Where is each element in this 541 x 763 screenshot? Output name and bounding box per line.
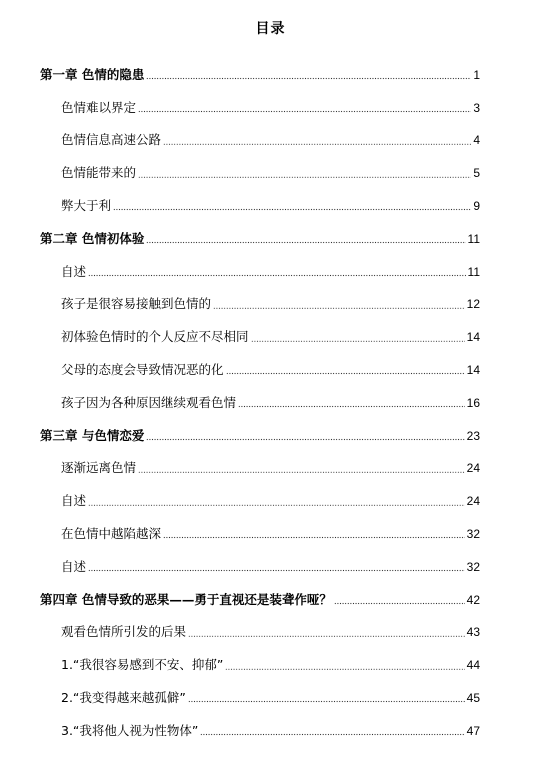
toc-page-number: 16 — [466, 395, 480, 410]
toc-page-number: 4 — [473, 133, 480, 148]
toc-title: 目录 — [255, 21, 286, 37]
toc-page-number: 32 — [466, 526, 480, 541]
toc-section-entry[interactable] — [40, 312, 480, 345]
toc-page-number: 1 — [473, 67, 480, 82]
toc-list — [40, 50, 480, 739]
toc-entry-label: 自述 — [61, 558, 87, 574]
dot-leader — [226, 363, 465, 375]
toc-section-entry[interactable] — [40, 444, 480, 477]
toc-chapter-entry[interactable] — [40, 50, 480, 83]
toc-entry-label: 弊大于利 — [61, 197, 112, 213]
toc-section-entry[interactable] — [40, 345, 480, 378]
dot-leader — [251, 330, 465, 342]
toc-page-number: 45 — [466, 690, 480, 705]
toc-entry-label: 孩子因为各种原因继续观看色情 — [61, 394, 237, 410]
toc-chapter-entry[interactable] — [40, 214, 480, 247]
toc-section-entry[interactable] — [40, 148, 480, 181]
dot-leader — [138, 166, 471, 178]
toc-section-entry[interactable] — [40, 608, 480, 641]
toc-entry-label: 色情信息高速公路 — [61, 132, 162, 148]
toc-entry-label: 色情难以界定 — [61, 99, 137, 115]
dot-leader — [88, 560, 465, 572]
toc-entry-label: 初体验色情时的个人反应不尽相同 — [61, 329, 249, 345]
toc-page-number: 11 — [467, 231, 480, 246]
toc-entry-label: 在色情中越陷越深 — [61, 525, 162, 541]
dot-leader — [225, 658, 464, 670]
dot-leader — [146, 429, 464, 441]
toc-page-number: 43 — [466, 625, 480, 640]
toc-section-entry[interactable] — [40, 247, 480, 280]
toc-page-number: 12 — [466, 297, 480, 312]
toc-entry-label: 2.“我变得越来越孤僻” — [61, 689, 186, 705]
toc-section-entry[interactable] — [40, 673, 480, 706]
toc-entry-label: 3.“我将他人视为性物体” — [61, 722, 199, 738]
toc-page-number: 32 — [466, 559, 480, 574]
toc-section-entry[interactable] — [40, 378, 480, 411]
toc-entry-label: 观看色情所引发的后果 — [61, 624, 187, 640]
toc-entry-label: 孩子是很容易接触到色情的 — [61, 296, 212, 312]
toc-entry-label: 第二章 色情初体验 — [40, 230, 145, 246]
toc-section-entry[interactable] — [40, 116, 480, 149]
dot-leader — [200, 724, 464, 736]
dot-leader — [138, 461, 465, 473]
toc-section-entry[interactable] — [40, 640, 480, 673]
toc-page-number: 11 — [467, 264, 480, 279]
toc-page-number: 9 — [473, 198, 480, 213]
toc-entry-label: 1.“我很容易感到不安、抑郁” — [61, 657, 224, 673]
toc-section-entry[interactable] — [40, 509, 480, 542]
dot-leader — [238, 396, 465, 408]
toc-section-entry[interactable] — [40, 280, 480, 313]
toc-chapter-entry[interactable] — [40, 575, 480, 608]
toc-section-entry[interactable] — [40, 542, 480, 575]
toc-page-number: 5 — [473, 166, 480, 181]
toc-section-entry[interactable] — [40, 476, 480, 509]
toc-entry-label: 色情能带来的 — [61, 165, 137, 181]
toc-entry-label: 父母的态度会导致情况恶的化 — [61, 361, 224, 377]
toc-section-entry[interactable] — [40, 83, 480, 116]
dot-leader — [163, 133, 471, 145]
dot-leader — [146, 68, 471, 80]
toc-entry-label: 自述 — [61, 263, 87, 279]
toc-entry-label: 自述 — [61, 493, 87, 509]
toc-entry-label: 逐渐远离色情 — [61, 460, 137, 476]
toc-page-number: 42 — [466, 592, 480, 607]
toc-page-number: 23 — [466, 428, 480, 443]
dot-leader — [138, 101, 471, 113]
dot-leader — [113, 199, 471, 211]
toc-page-number: 47 — [466, 723, 480, 738]
dot-leader — [163, 527, 465, 539]
toc-chapter-entry[interactable] — [40, 411, 480, 444]
dot-leader — [88, 265, 466, 277]
toc-page-number: 14 — [466, 330, 480, 345]
toc-page-number: 3 — [473, 100, 480, 115]
toc-page-number: 44 — [466, 658, 480, 673]
toc-section-entry[interactable] — [40, 706, 480, 739]
toc-page-number: 14 — [466, 362, 480, 377]
dot-leader — [188, 691, 465, 703]
dot-leader — [334, 593, 465, 605]
toc-page-number: 24 — [466, 461, 480, 476]
toc-entry-label: 第一章 色情的隐患 — [40, 66, 145, 82]
toc-page-number: 24 — [466, 494, 480, 509]
dot-leader — [88, 494, 465, 506]
dot-leader — [188, 625, 465, 637]
toc-entry-label: 第三章 与色情恋爱 — [40, 427, 145, 443]
toc-section-entry[interactable] — [40, 181, 480, 214]
dot-leader — [146, 232, 465, 244]
dot-leader — [213, 297, 465, 309]
toc-entry-label: 第四章 色情导致的恶果——勇于直视还是装聋作哑？ — [40, 591, 332, 607]
